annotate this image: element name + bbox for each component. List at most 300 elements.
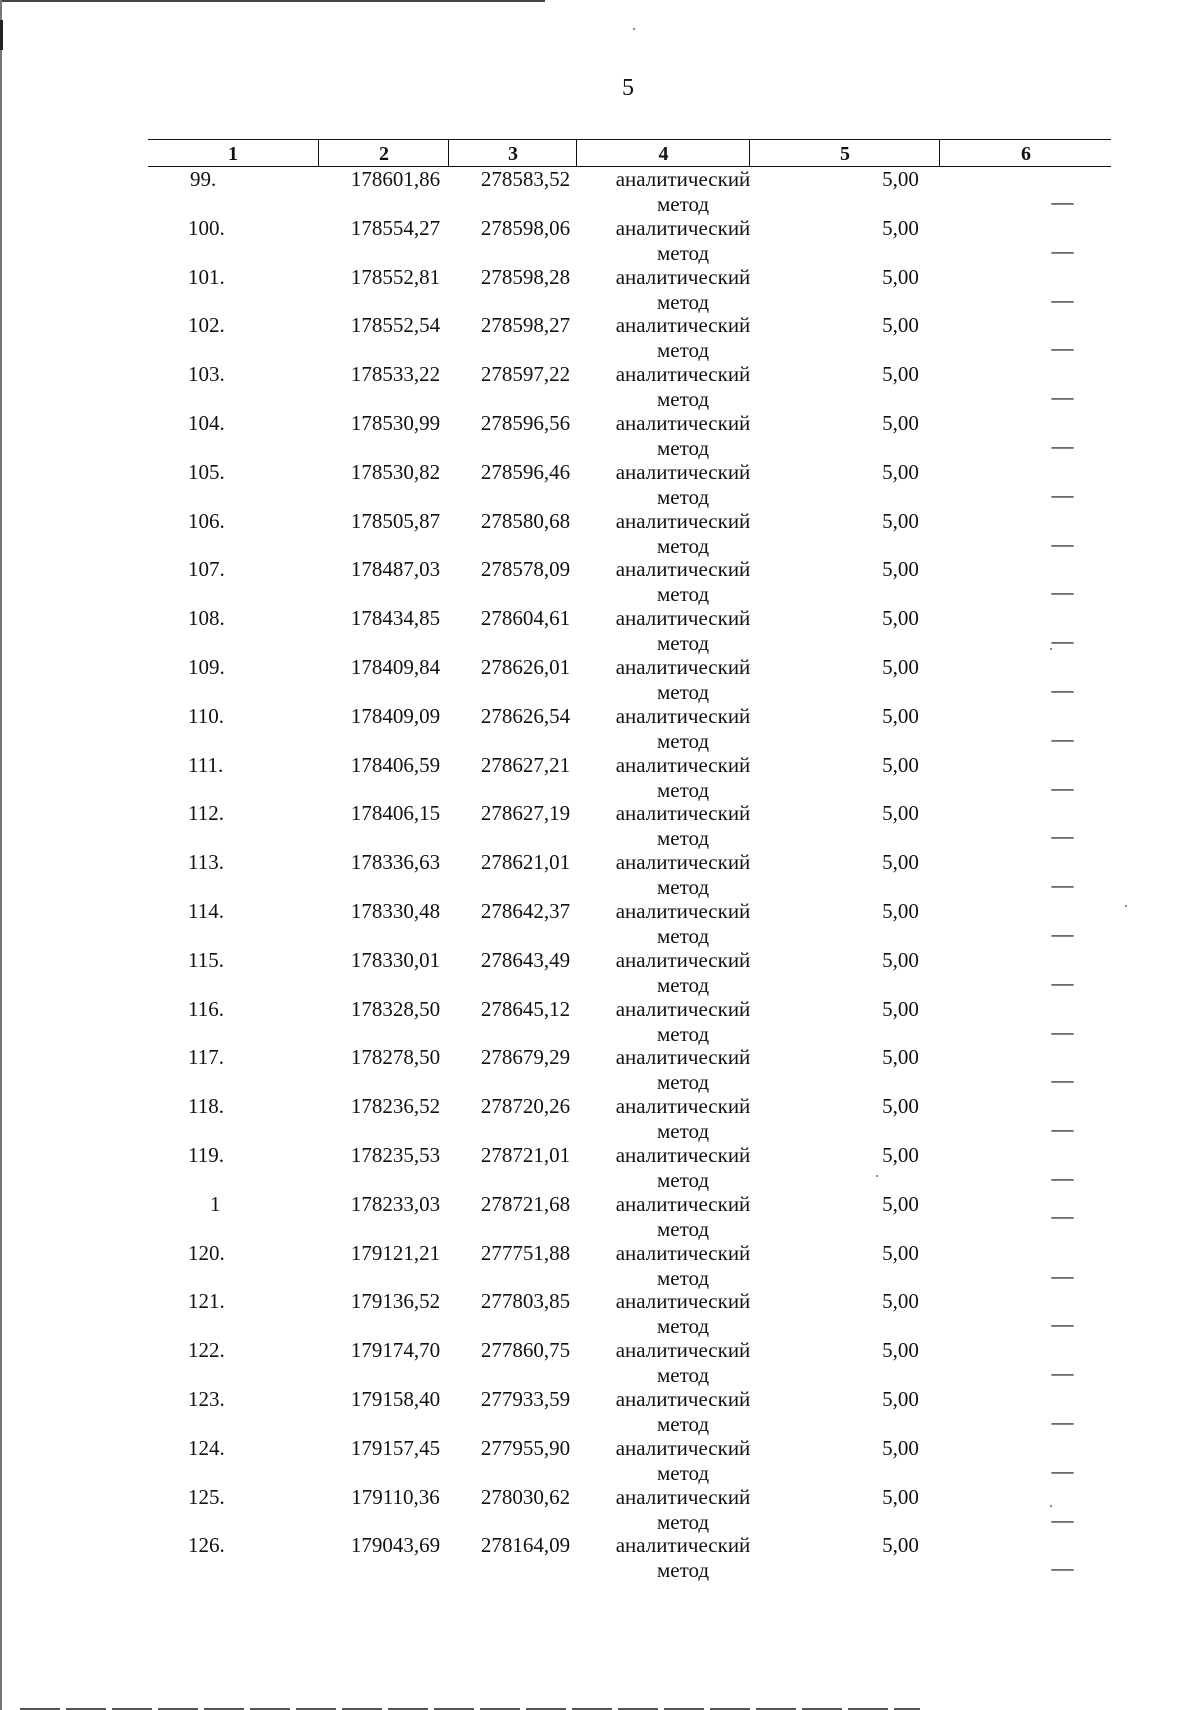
- empty-dash: [1014, 1045, 1111, 1093]
- table-row: [148, 265, 1111, 314]
- method-line-1: аналитический: [615, 410, 751, 435]
- error-value: 5,00: [882, 167, 919, 191]
- point-number: 118.: [188, 1094, 224, 1119]
- method-line-1: аналитический: [615, 362, 751, 387]
- empty-dash: [1014, 655, 1111, 703]
- method-line-1: аналитический: [615, 703, 751, 728]
- error-value: 5,00: [882, 459, 919, 484]
- method-cell: [578, 1241, 788, 1291]
- method-cell: [578, 1045, 788, 1095]
- dash-text: —: [1051, 579, 1074, 605]
- method-line-1: аналитический: [615, 1338, 751, 1363]
- dash-text: —: [1051, 1311, 1074, 1337]
- table-row: [148, 1436, 1111, 1485]
- table-row: [148, 655, 1111, 704]
- coord-x: 178530,99: [350, 410, 441, 435]
- coord-x: 178487,03: [350, 557, 441, 582]
- method-line-1: аналитический: [615, 215, 751, 240]
- table-row: [148, 411, 1111, 460]
- method-line-1: аналитический: [615, 801, 751, 826]
- point-number: 121.: [188, 1289, 225, 1314]
- empty-dash: [1014, 1387, 1111, 1435]
- coord-y: 278598,27: [480, 313, 571, 338]
- point-number: 120.: [188, 1240, 225, 1265]
- coord-y: 278604,61: [480, 606, 571, 631]
- error-value: 5,00: [882, 606, 919, 631]
- empty-dash: [1014, 850, 1111, 898]
- method-cell: [578, 1436, 788, 1486]
- point-number: 100.: [188, 215, 225, 240]
- dash-text: —: [1051, 969, 1074, 995]
- method-cell: [578, 850, 788, 900]
- dash-text: —: [1051, 1457, 1074, 1483]
- method-line-2: метод: [656, 582, 710, 607]
- page-number: 5: [622, 75, 634, 101]
- table-row: [148, 1094, 1111, 1143]
- coord-x: 179043,69: [350, 1533, 441, 1558]
- coord-x: 178278,50: [350, 1045, 441, 1070]
- point-number: 124.: [188, 1435, 225, 1460]
- coord-y: 278578,09: [480, 557, 571, 582]
- method-line-2: метод: [656, 289, 710, 314]
- table-row: [148, 948, 1111, 997]
- coord-x: 179121,21: [350, 1240, 441, 1265]
- method-line-1: аналитический: [615, 1240, 751, 1265]
- coord-x: 178554,27: [350, 215, 441, 240]
- table-row: [148, 1143, 1111, 1192]
- dash-text: —: [1051, 725, 1074, 751]
- method-line-1: аналитический: [615, 1484, 751, 1509]
- error-value: 5,00: [882, 264, 919, 289]
- method-line-1: аналитический: [615, 1045, 751, 1070]
- table-row: [148, 1192, 1111, 1241]
- table-row: [148, 1485, 1111, 1534]
- coord-x: 178552,81: [350, 264, 441, 289]
- coord-y: 278679,29: [480, 1045, 571, 1070]
- table-row: [148, 801, 1111, 850]
- empty-dash: [1014, 997, 1111, 1045]
- coord-x: 178236,52: [350, 1094, 441, 1119]
- empty-dash: [1014, 362, 1111, 410]
- coord-y: 278643,49: [480, 947, 571, 972]
- error-value: 5,00: [882, 1094, 919, 1119]
- point-number: 102.: [188, 313, 225, 338]
- method-cell: [578, 216, 788, 266]
- method-line-2: метод: [656, 1216, 710, 1241]
- dash-text: —: [1051, 286, 1074, 312]
- dash-text: —: [1051, 823, 1074, 849]
- table-row: [148, 216, 1111, 265]
- error-value: 5,00: [882, 801, 919, 826]
- dash-text: —: [1051, 1164, 1074, 1190]
- method-line-1: аналитический: [615, 1142, 751, 1167]
- error-value: 5,00: [882, 557, 919, 582]
- empty-dash: [1014, 606, 1111, 654]
- method-cell: [578, 167, 788, 217]
- empty-dash: [1014, 509, 1111, 557]
- method-line-2: метод: [656, 1021, 710, 1046]
- table-row: [148, 1338, 1111, 1387]
- table-row: [148, 167, 1111, 216]
- method-line-1: аналитический: [615, 752, 751, 777]
- error-value: 5,00: [882, 898, 919, 923]
- error-value: 5,00: [882, 313, 919, 338]
- header-col-4: 4: [576, 140, 750, 166]
- method-cell: [578, 411, 788, 461]
- coord-y: 278597,22: [480, 362, 571, 387]
- method-line-1: аналитический: [615, 947, 751, 972]
- error-value: 5,00: [882, 752, 919, 777]
- method-cell: [578, 1533, 788, 1583]
- coord-y: 278596,46: [480, 459, 571, 484]
- point-number: 119.: [188, 1142, 224, 1167]
- coordinates-table: [148, 139, 1111, 1582]
- table-row: [148, 1533, 1111, 1582]
- header-col-1: 1: [228, 143, 238, 165]
- coord-x: 178505,87: [350, 508, 441, 533]
- empty-dash: [1014, 265, 1111, 313]
- dash-text: —: [1051, 628, 1074, 654]
- table-row: [148, 557, 1111, 606]
- point-number: 114.: [188, 898, 224, 923]
- point-number: 104.: [188, 410, 225, 435]
- table-row: [148, 997, 1111, 1046]
- empty-dash: [1014, 753, 1111, 801]
- coord-y: 278164,09: [480, 1533, 571, 1558]
- coord-x: 179157,45: [350, 1435, 441, 1460]
- dash-text: —: [1051, 432, 1074, 458]
- error-value: 5,00: [882, 1240, 919, 1265]
- scan-edge-left: [0, 0, 2, 1710]
- method-line-1: аналитический: [615, 1289, 751, 1314]
- method-line-1: аналитический: [615, 898, 751, 923]
- point-number: 122.: [188, 1338, 225, 1363]
- empty-dash: [1014, 1533, 1111, 1581]
- table-row: [148, 899, 1111, 948]
- error-value: 5,00: [882, 1533, 919, 1558]
- method-cell: [578, 899, 788, 949]
- error-value: 5,00: [882, 410, 919, 435]
- method-line-2: метод: [656, 484, 710, 509]
- method-line-1: аналитический: [615, 167, 751, 191]
- point-number: 125.: [188, 1484, 225, 1509]
- method-cell: [578, 509, 788, 559]
- dash-text: —: [1051, 1360, 1074, 1386]
- method-line-2: метод: [656, 533, 710, 558]
- empty-dash: [1014, 1338, 1111, 1386]
- method-line-2: метод: [656, 192, 710, 216]
- method-cell: [578, 557, 788, 607]
- method-line-2: метод: [656, 728, 710, 753]
- coord-x: 179174,70: [350, 1338, 441, 1363]
- method-line-2: метод: [656, 1558, 710, 1583]
- table-row: [148, 850, 1111, 899]
- empty-dash: [1014, 216, 1111, 264]
- method-cell: [578, 1289, 788, 1339]
- empty-dash: [1014, 704, 1111, 752]
- dash-text: —: [1051, 189, 1074, 214]
- error-value: 5,00: [882, 947, 919, 972]
- error-value: 5,00: [882, 1435, 919, 1460]
- method-cell: [578, 362, 788, 412]
- method-line-1: аналитический: [615, 996, 751, 1021]
- coord-y: 278583,52: [480, 167, 571, 191]
- dash-text: —: [1051, 872, 1074, 898]
- error-value: 5,00: [882, 508, 919, 533]
- method-cell: [578, 1094, 788, 1144]
- coord-x: 178409,84: [350, 654, 441, 679]
- dash-text: —: [1051, 920, 1074, 946]
- coord-x: 178552,54: [350, 313, 441, 338]
- method-line-1: аналитический: [615, 508, 751, 533]
- point-number: 117.: [188, 1045, 224, 1070]
- method-line-2: метод: [656, 777, 710, 802]
- dash-text: —: [1051, 1018, 1074, 1044]
- coord-x: 179136,52: [350, 1289, 441, 1314]
- empty-dash: [1014, 1485, 1111, 1533]
- method-cell: [578, 313, 788, 363]
- empty-dash: [1014, 460, 1111, 508]
- empty-dash: [1014, 948, 1111, 996]
- coord-x: 178328,50: [350, 996, 441, 1021]
- method-line-1: аналитический: [615, 850, 751, 875]
- method-cell: [578, 997, 788, 1047]
- method-line-2: метод: [656, 1509, 710, 1534]
- dash-text: —: [1051, 774, 1074, 800]
- dash-text: —: [1051, 1202, 1074, 1228]
- table-row: [148, 704, 1111, 753]
- coord-y: 278626,01: [480, 654, 571, 679]
- coord-y: 278627,21: [480, 752, 571, 777]
- table-row: [148, 313, 1111, 362]
- method-cell: [578, 655, 788, 705]
- table-row: [148, 460, 1111, 509]
- table-row: [148, 1289, 1111, 1338]
- coord-y: 277751,88: [480, 1240, 571, 1265]
- coord-y: 278642,37: [480, 898, 571, 923]
- coord-x: 178530,82: [350, 459, 441, 484]
- coord-y: 278621,01: [480, 850, 571, 875]
- point-number: 103.: [188, 362, 225, 387]
- coord-y: 278720,26: [480, 1094, 571, 1119]
- point-number: 109.: [188, 654, 225, 679]
- method-line-2: метод: [656, 1460, 710, 1485]
- method-line-1: аналитический: [615, 1533, 751, 1558]
- dash-text: —: [1051, 481, 1074, 507]
- coord-y: 278627,19: [480, 801, 571, 826]
- dash-text: —: [1051, 676, 1074, 702]
- error-value: 5,00: [882, 1142, 919, 1167]
- point-number: 115.: [188, 947, 224, 972]
- point-number: 123.: [188, 1386, 225, 1411]
- method-cell: [578, 801, 788, 851]
- empty-dash: [1014, 167, 1111, 215]
- point-number: 107.: [188, 557, 225, 582]
- method-line-1: аналитический: [615, 1191, 751, 1216]
- method-line-2: метод: [656, 435, 710, 460]
- coord-y: 278626,54: [480, 703, 571, 728]
- method-cell: [578, 1192, 788, 1242]
- coord-x: 179110,36: [351, 1484, 440, 1509]
- empty-dash: [1014, 801, 1111, 849]
- method-line-2: метод: [656, 1119, 710, 1144]
- method-line-1: аналитический: [615, 1094, 751, 1119]
- point-number: 99.: [190, 167, 217, 191]
- method-line-2: метод: [656, 1363, 710, 1388]
- coord-x: 178533,22: [350, 362, 441, 387]
- coord-y: 277803,85: [480, 1289, 571, 1314]
- header-col-2: 2: [318, 140, 449, 166]
- table-body: [148, 167, 1111, 1582]
- error-value: 5,00: [882, 850, 919, 875]
- method-line-1: аналитический: [615, 1386, 751, 1411]
- dash-text: —: [1051, 1506, 1074, 1532]
- empty-dash: [1014, 557, 1111, 605]
- method-cell: [578, 265, 788, 315]
- error-value: 5,00: [882, 1338, 919, 1363]
- method-cell: [578, 1143, 788, 1193]
- table-row: [148, 509, 1111, 558]
- empty-dash: [1014, 1143, 1111, 1191]
- method-line-1: аналитический: [615, 557, 751, 582]
- method-line-2: метод: [656, 387, 710, 412]
- error-value: 5,00: [882, 1045, 919, 1070]
- table-row: [148, 362, 1111, 411]
- dash-text: —: [1051, 1555, 1074, 1581]
- method-line-2: метод: [656, 1070, 710, 1095]
- coord-y: 277955,90: [480, 1435, 571, 1460]
- method-cell: [578, 704, 788, 754]
- method-line-2: метод: [656, 972, 710, 997]
- point-number: 112.: [188, 801, 224, 826]
- method-cell: [578, 606, 788, 656]
- method-cell: [578, 948, 788, 998]
- scan-speck: [633, 28, 635, 30]
- table-row: [148, 753, 1111, 802]
- coord-y: 278598,06: [480, 215, 571, 240]
- table-row: [148, 1387, 1111, 1436]
- table-header: [148, 139, 1111, 167]
- coord-x: 178434,85: [350, 606, 441, 631]
- method-line-2: метод: [656, 923, 710, 948]
- method-line-2: метод: [656, 875, 710, 900]
- error-value: 5,00: [882, 1386, 919, 1411]
- coord-y: 278030,62: [480, 1484, 571, 1509]
- method-cell: [578, 753, 788, 803]
- coord-x: 178235,53: [350, 1142, 441, 1167]
- error-value: 5,00: [882, 1289, 919, 1314]
- coord-x: 178406,59: [350, 752, 441, 777]
- point-number: 105.: [188, 459, 225, 484]
- method-line-1: аналитический: [615, 313, 751, 338]
- dash-text: —: [1051, 335, 1074, 361]
- method-line-2: метод: [656, 631, 710, 656]
- method-line-2: метод: [656, 1314, 710, 1339]
- method-line-2: метод: [656, 1265, 710, 1290]
- dash-text: —: [1051, 1067, 1074, 1093]
- table-row: [148, 1241, 1111, 1290]
- coord-y: 278596,56: [480, 410, 571, 435]
- point-number: 101.: [188, 264, 225, 289]
- method-cell: [578, 1387, 788, 1437]
- coord-x: 178336,63: [350, 850, 441, 875]
- dash-text: —: [1051, 1116, 1074, 1142]
- empty-dash: [1014, 899, 1111, 947]
- coord-x: 179158,40: [350, 1386, 441, 1411]
- coord-x: 178601,86: [350, 167, 441, 191]
- point-number: 111.: [188, 752, 224, 777]
- coord-y: 278721,01: [480, 1142, 571, 1167]
- error-value: 5,00: [882, 215, 919, 240]
- error-value: 5,00: [882, 1484, 919, 1509]
- table-row: [148, 606, 1111, 655]
- point-number: 113.: [188, 850, 224, 875]
- point-number: 116.: [188, 996, 224, 1021]
- method-line-2: метод: [656, 240, 710, 265]
- coord-x: 178406,15: [350, 801, 441, 826]
- coord-x: 178330,48: [350, 898, 441, 923]
- error-value: 5,00: [882, 703, 919, 728]
- method-line-2: метод: [656, 1411, 710, 1436]
- method-line-1: аналитический: [615, 1435, 751, 1460]
- coord-y: 278645,12: [480, 996, 571, 1021]
- point-number: 108.: [188, 606, 225, 631]
- method-line-1: аналитический: [615, 606, 751, 631]
- point-number: 106.: [188, 508, 225, 533]
- empty-dash: [1014, 1192, 1111, 1240]
- method-line-2: метод: [656, 338, 710, 363]
- header-col-3: 3: [448, 140, 577, 166]
- method-cell: [578, 1485, 788, 1535]
- scan-edge-top: [0, 0, 545, 2]
- error-value: 5,00: [882, 654, 919, 679]
- error-value: 5,00: [882, 996, 919, 1021]
- coord-y: 278598,28: [480, 264, 571, 289]
- coord-y: 278721,68: [480, 1191, 571, 1216]
- empty-dash: [1014, 411, 1111, 459]
- empty-dash: [1014, 1289, 1111, 1337]
- method-line-2: метод: [656, 679, 710, 704]
- header-col-5: 5: [749, 140, 940, 166]
- empty-dash: [1014, 313, 1111, 361]
- table-row: [148, 1045, 1111, 1094]
- method-cell: [578, 1338, 788, 1388]
- empty-dash: [1014, 1241, 1111, 1289]
- coord-y: 277933,59: [480, 1386, 571, 1411]
- coord-y: 277860,75: [480, 1338, 571, 1363]
- header-col-6: 6: [939, 140, 1112, 166]
- method-cell: [578, 460, 788, 510]
- dash-text: —: [1051, 237, 1074, 263]
- empty-dash: [1014, 1094, 1111, 1142]
- dash-text: —: [1051, 1408, 1074, 1434]
- scan-edge-mark: [0, 20, 3, 50]
- method-line-2: метод: [656, 1167, 710, 1192]
- empty-dash: [1014, 1436, 1111, 1484]
- coord-x: 178330,01: [350, 947, 441, 972]
- point-number: 1: [210, 1191, 221, 1216]
- coord-y: 278580,68: [480, 508, 571, 533]
- error-value: 5,00: [882, 1191, 919, 1216]
- error-value: 5,00: [882, 362, 919, 387]
- coord-x: 178233,03: [350, 1191, 441, 1216]
- dash-text: —: [1051, 384, 1074, 410]
- coord-x: 178409,09: [350, 703, 441, 728]
- dash-text: —: [1051, 530, 1074, 556]
- scan-speck: [1125, 905, 1127, 907]
- dash-text: —: [1051, 1262, 1074, 1288]
- method-line-1: аналитический: [615, 654, 751, 679]
